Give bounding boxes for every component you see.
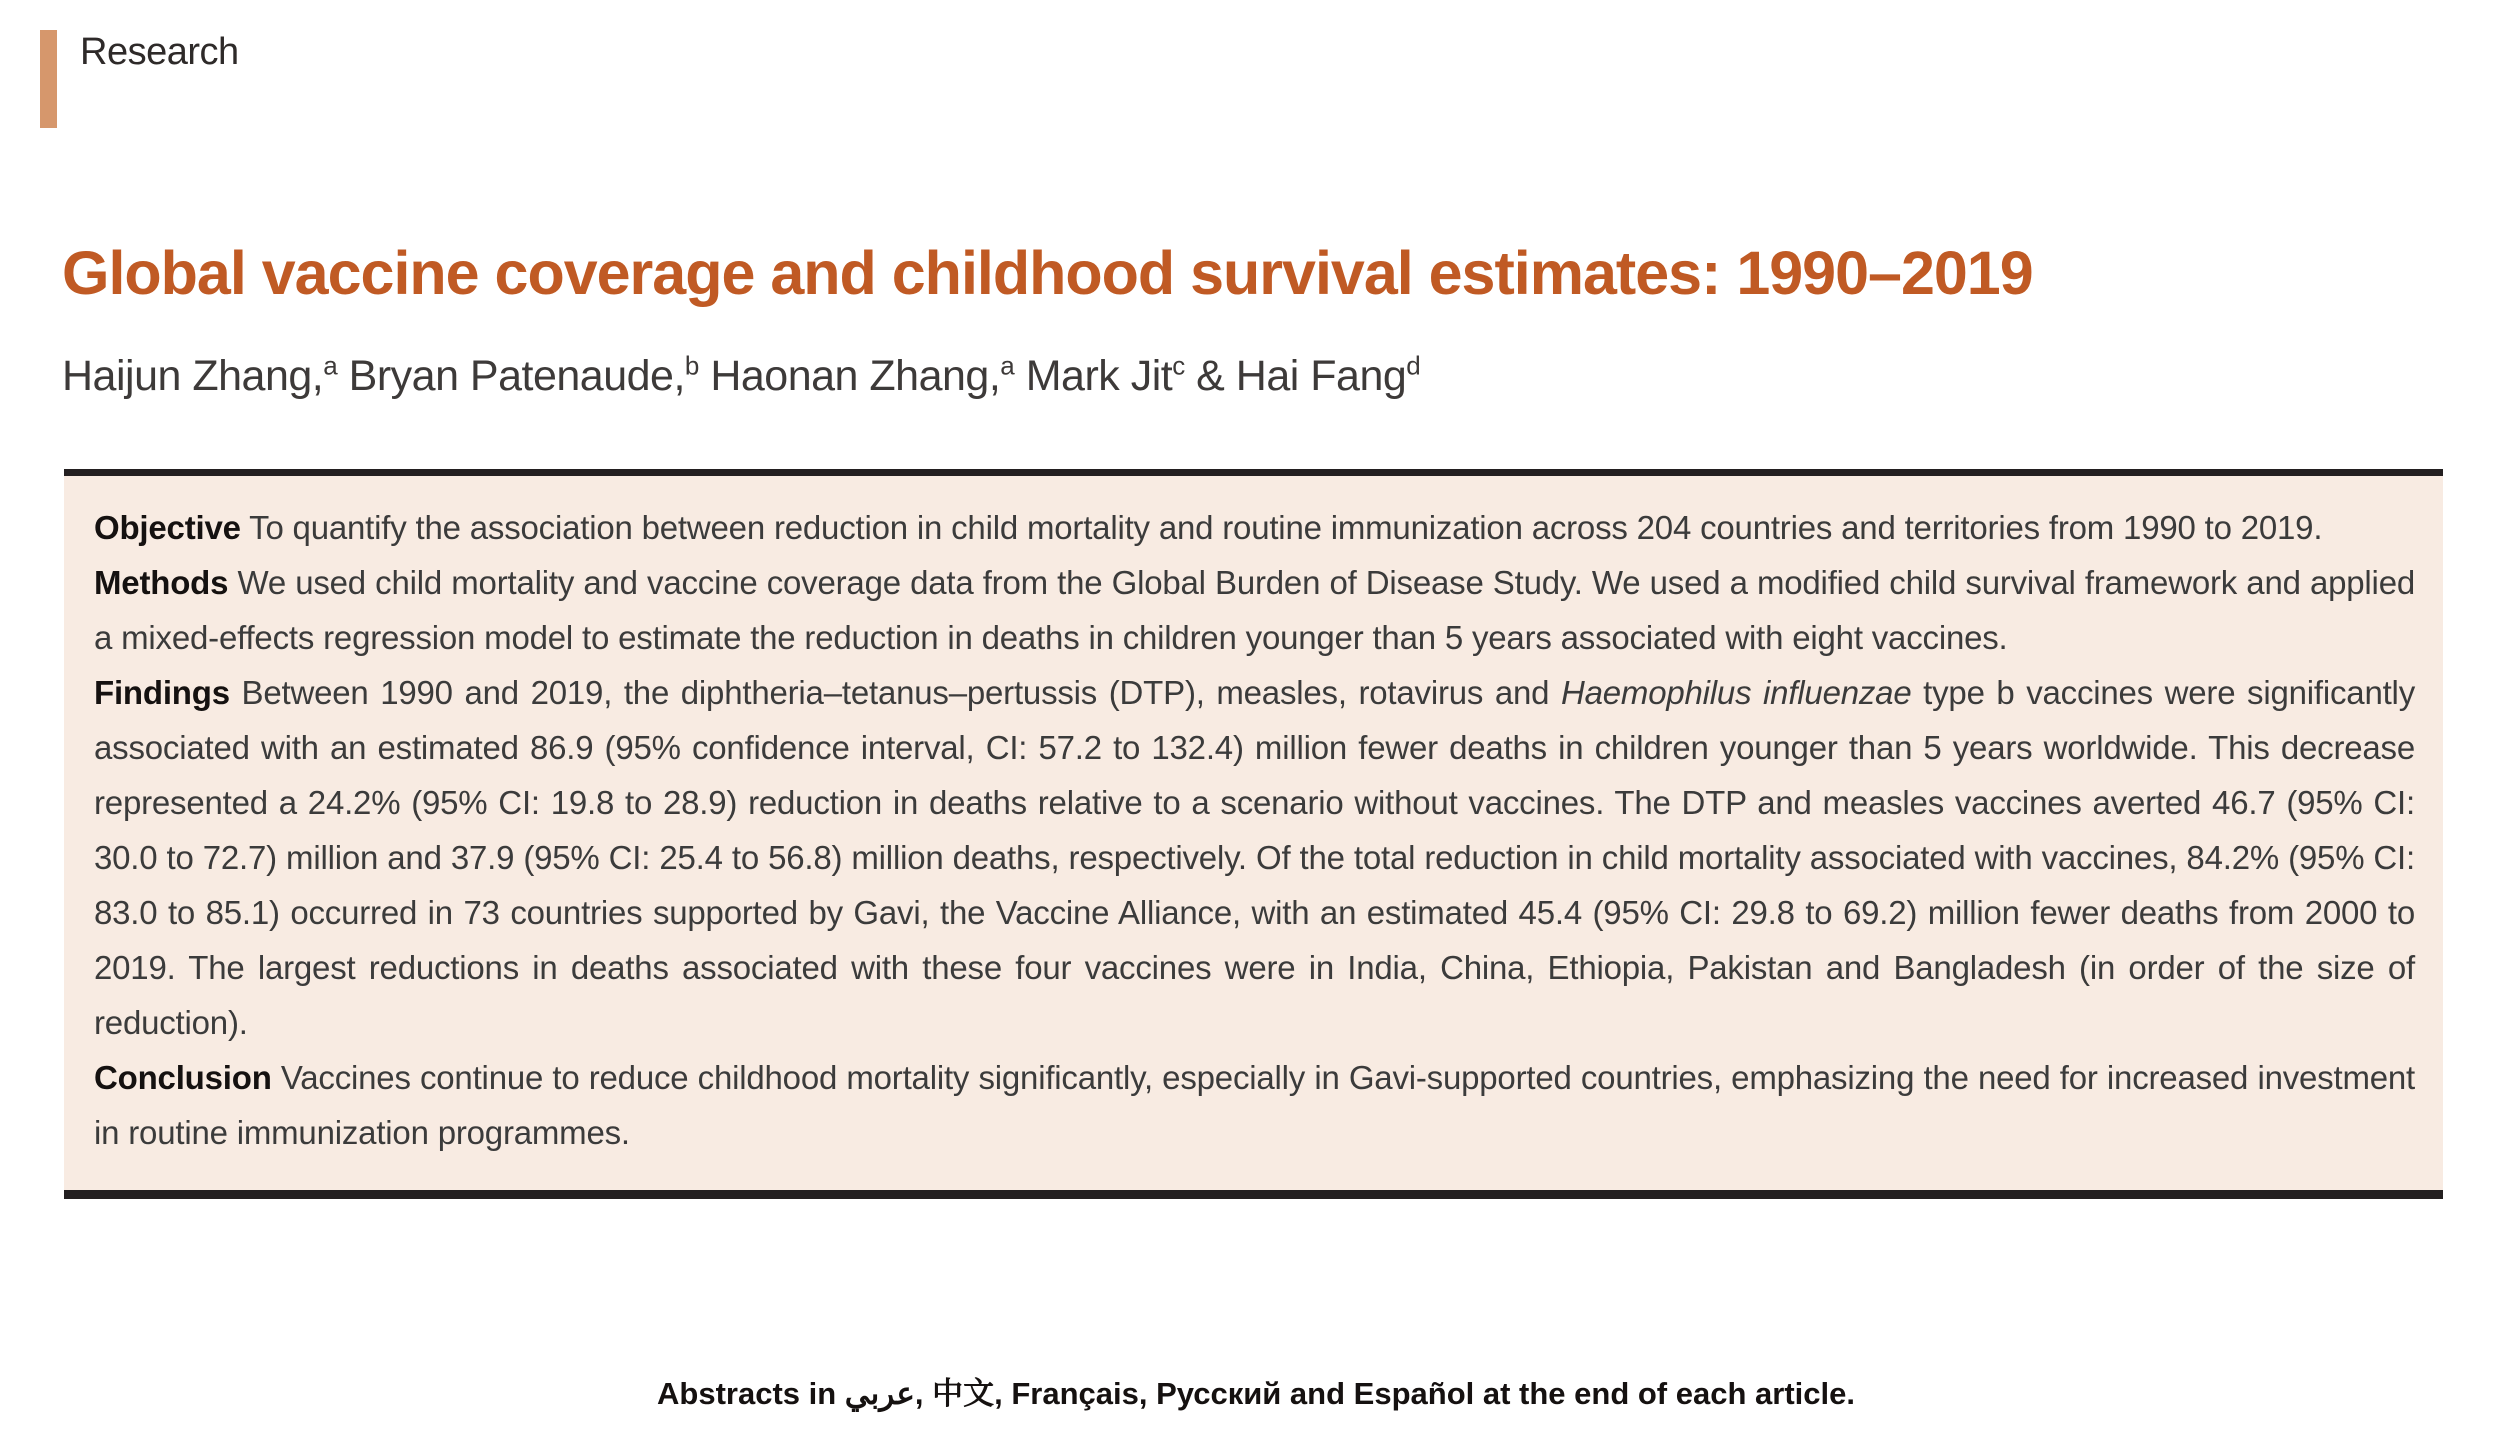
article-title: Global vaccine coverage and childhood survival estimates: 1990–2019: [62, 239, 2033, 307]
methods-label: Methods: [94, 564, 229, 601]
section-accent-bar: [40, 30, 57, 128]
affiliation-superscript: a: [323, 350, 338, 381]
findings-italic-species: Haemophilus influenzae: [1560, 674, 1912, 711]
section-label: Research: [80, 31, 239, 73]
affiliation-superscript: a: [1000, 350, 1015, 381]
author-line: [62, 352, 1420, 401]
affiliation-superscript: c: [1172, 350, 1185, 381]
abstract-objective: [94, 500, 2415, 555]
author: [349, 352, 699, 400]
affiliation-superscript: b: [684, 350, 699, 381]
author-name: Mark Jit: [1025, 352, 1173, 400]
methods-text: We used child mortality and vaccine coverage data from the Global Burden of Disease Study. We used a modified child survival framework and applied a mixed-effects regression model to estimate the reduction in deaths in children younger than 5 years associated with eight vaccines.: [94, 564, 2415, 656]
conclusion-text: Vaccines continue to reduce childhood mortality significantly, especially in Gavi-supported countries, emphasizing the need for increased investment in routine immunization programmes.: [94, 1059, 2416, 1151]
findings-text-after: type b vaccines were significantly associated with an estimated 86.9 (95% confidence interval, CI: 57.2 to 132.4) million fewer deaths in children younger than 5 years worldwide. This decrease represented a 24.2% (95% CI: 19.8 to 28.9) reduction in deaths relative to a scenario without vaccines. The DTP and measles vaccines averted 46.7 (95% CI: 30.0 to 72.7) million and 37.9 (95% CI: 25.4 to 56.8) million deaths, respectively. Of the total reduction in child mortality associated with vaccines, 84.2% (95% CI: 83.0 to 85.1) occurred in 73 countries supported by Gavi, the Vaccine Alliance, with an estimated 45.4 (95% CI: 29.8 to 69.2) million fewer deaths from 2000 to 2019. The largest reductions in deaths associated with these four vaccines were in India, China, Ethiopia, Pakistan and Bangladesh (in order of the size of reduction).: [94, 674, 2415, 1041]
objective-label: Objective: [94, 509, 241, 546]
findings-label: Findings: [94, 674, 230, 711]
findings-text-before: Between 1990 and 2019, the diphtheria–tetanus–pertussis (DTP), measles, rotavirus and: [241, 674, 1561, 711]
abstracts-note: [0, 1368, 2512, 1413]
objective-text: To quantify the association between reduction in child mortality and routine immunization across 204 countries and territories from 1990 to 2019.: [249, 509, 2323, 546]
author: [1026, 352, 1185, 400]
author-name: & Hai Fang: [1196, 352, 1407, 400]
author: [62, 352, 337, 400]
abstract-methods: [94, 555, 2415, 665]
author-name: Haonan Zhang,: [710, 352, 1001, 400]
affiliation-superscript: d: [1406, 350, 1421, 381]
abstract-conclusion: [94, 1050, 2415, 1160]
abstract-findings: [94, 665, 2415, 1050]
author-name: Haijun Zhang,: [62, 352, 324, 400]
author: [710, 352, 1014, 400]
author-name: Bryan Patenaude,: [348, 352, 685, 400]
abstracts-note-text: Abstracts in عربي, 中文, Français, Русский and Español at the end of each article.: [657, 1376, 1855, 1411]
author: [1196, 352, 1420, 400]
abstract-box: [64, 469, 2443, 1199]
section-header: [40, 30, 239, 128]
conclusion-label: Conclusion: [94, 1059, 272, 1096]
